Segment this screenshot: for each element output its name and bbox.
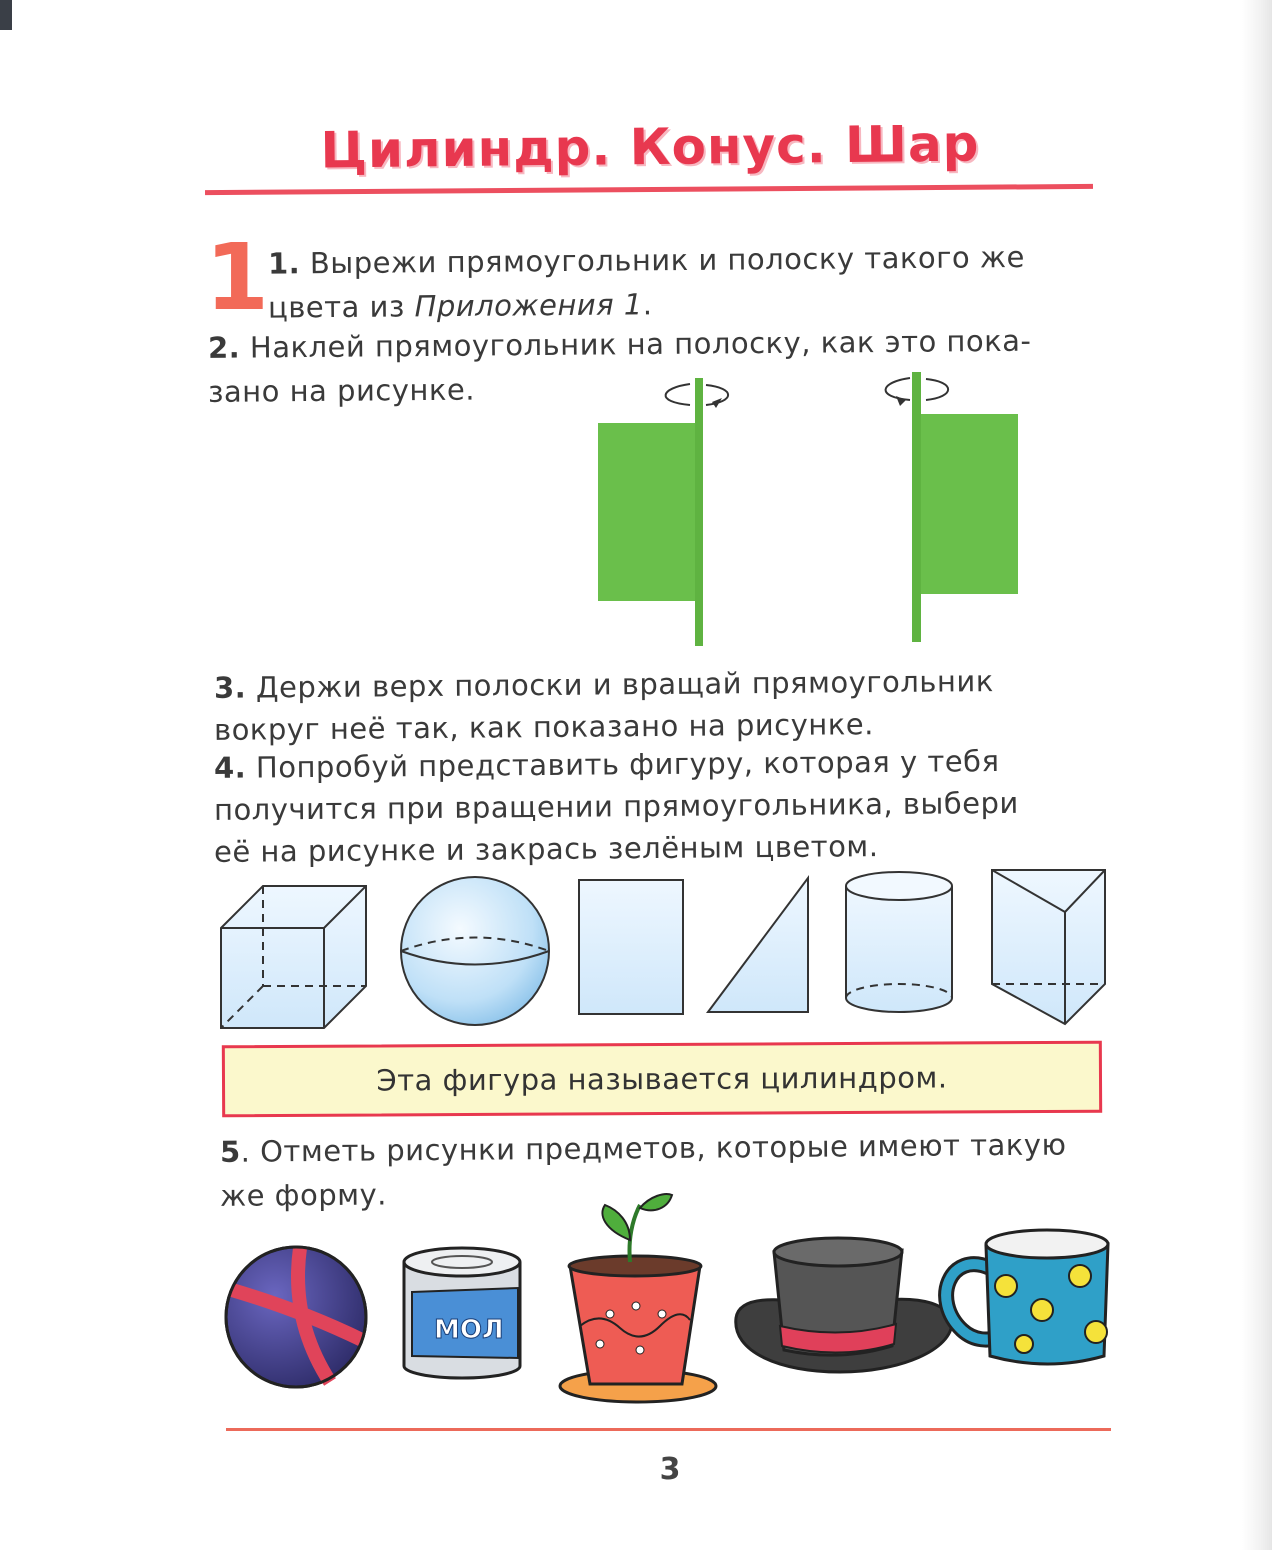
cube-shape (221, 886, 366, 1028)
page-number: 3 (659, 1452, 681, 1487)
top-hat-picture (736, 1238, 952, 1372)
step-3-line-2: вокруг неё так, как показано на рисунке. (213, 707, 874, 747)
green-strip-right (912, 372, 921, 642)
task-number: 1 (205, 224, 270, 331)
step-3-num: 3. (213, 670, 247, 705)
can-picture (404, 1248, 520, 1378)
step-2-line-2: зано на рисунке. (207, 372, 476, 409)
cylinder-shape (846, 872, 952, 1012)
flowerpot-picture (560, 1194, 716, 1402)
step-4-num: 4. (213, 750, 247, 785)
step-4-line-1: Попробуй представить фигуру, которая у тебя (255, 744, 1000, 785)
answer-box: Эта фигура называется цилиндром. (222, 1041, 1102, 1118)
step-1-period: . (642, 287, 653, 322)
green-rectangle-left (598, 423, 698, 601)
arrow-head-icon (712, 398, 722, 408)
ball-picture (226, 1247, 366, 1387)
triangle-shape (708, 878, 808, 1012)
green-rectangle-right (918, 414, 1018, 594)
prism-shape (992, 870, 1105, 1024)
step-1-line-2: цвета из (267, 289, 415, 325)
sphere-shape (401, 877, 549, 1025)
can-label: МОЛ (434, 1315, 504, 1345)
step-5-num: 5 (219, 1134, 241, 1169)
step-1-appendix: Приложения 1 (414, 287, 643, 324)
step-5-line-1: . Отметь рисунки предметов, которые имеют такую (240, 1127, 1067, 1169)
step-4-line-2: получится при вращении прямоугольника, выбери (213, 785, 1019, 827)
rotation-figure-right (886, 372, 1018, 642)
arrow-head-icon-2 (896, 396, 906, 406)
step-2-line-1: Наклей прямоугольник на полоску, как это пока- (249, 323, 1032, 365)
step-3-line-1: Держи верх полоски и вращай прямоугольник (255, 664, 994, 705)
step-4-line-3: её на рисунке и закрась зелёным цветом. (213, 829, 879, 869)
rotation-figure-left (598, 378, 728, 646)
step-5-line-2: же форму. (219, 1177, 388, 1213)
green-strip-left (695, 378, 703, 646)
step-1-num: 1. (267, 246, 301, 281)
bottom-rule (226, 1428, 1111, 1431)
rectangle-shape (579, 880, 683, 1014)
step-1-line-1: Вырежи прямоугольник и полоску такого же (309, 239, 1026, 281)
page-title: Цилиндр. Конус. Шар (320, 114, 980, 180)
step-2-num: 2. (207, 330, 241, 365)
mug-picture (946, 1230, 1108, 1364)
